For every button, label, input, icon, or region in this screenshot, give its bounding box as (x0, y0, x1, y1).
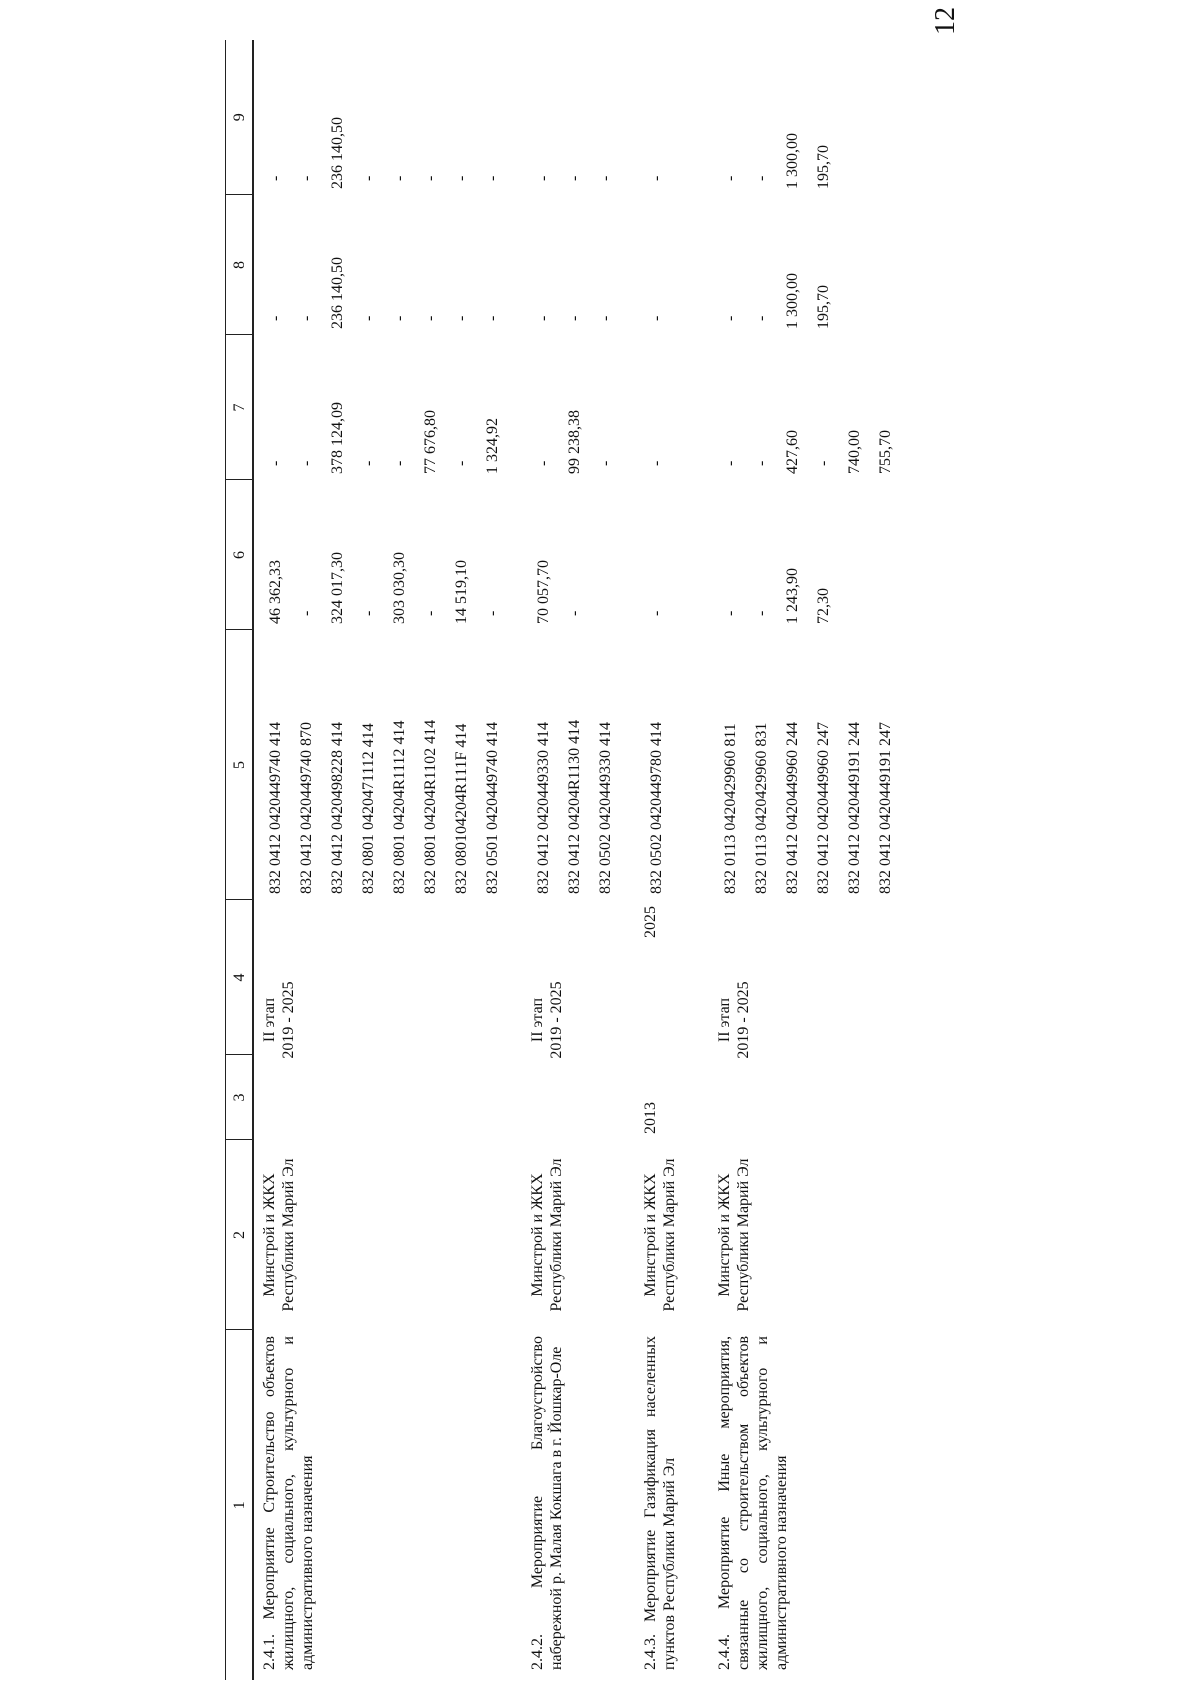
amount-cell: - (815, 460, 832, 466)
code-column (709, 630, 901, 900)
value-column-9 (253, 40, 508, 195)
budget-code: 832 0113 0420429960 831 (753, 722, 770, 894)
code-column (522, 630, 621, 900)
amount-cell: - (391, 175, 408, 181)
period-start: 2013 (642, 1102, 659, 1134)
code-column (253, 630, 508, 900)
column-header: 8 (226, 195, 254, 335)
column-header: 7 (226, 335, 254, 480)
amount-cell: 70 057,70 (535, 560, 552, 624)
code-column (635, 630, 679, 900)
budget-code: 832 0502 0420449330 414 (597, 722, 614, 894)
amount-cell: - (484, 315, 501, 321)
amount-cell: 1 243,90 (784, 568, 801, 624)
period-stage: II этап (261, 997, 278, 1043)
budget-code: 832 0412 0420449191 244 (846, 722, 863, 894)
value-column-8 (635, 195, 679, 335)
amount-cell (590, 486, 621, 624)
value-column-6 (253, 480, 508, 630)
amount-cell: - (298, 610, 315, 616)
amount-cell: - (484, 610, 501, 616)
executor-cell: Минстрой и ЖКХ Республики Марий Эл (529, 1158, 565, 1312)
column-header: 6 (226, 480, 254, 630)
amount-cell: 324 017,30 (329, 552, 346, 624)
budget-code: 832 0412 0420449191 247 (877, 722, 894, 894)
amount-cell: - (535, 175, 552, 181)
amount-cell: 740,00 (846, 430, 863, 474)
budget-code: 832 0501 0420449740 414 (484, 722, 501, 894)
column-header: 4 (226, 900, 254, 1055)
measure-description: 2.4.4. Мероприятие Иные мероприятия, связанные со строительством объектов жилищного, социального, культурного и административного назначения (716, 1336, 790, 1670)
column-header: 5 (226, 630, 254, 900)
amount-cell: - (535, 315, 552, 321)
table-row (709, 40, 901, 1680)
rotated-table-sheet (225, 40, 995, 1680)
page-number: 12 (930, 7, 961, 35)
amount-cell: - (597, 315, 614, 321)
amount-cell: - (267, 315, 284, 321)
value-column-8 (709, 195, 901, 335)
period-stage: II этап (529, 997, 546, 1043)
period-cell (253, 900, 508, 1140)
amount-cell: - (298, 175, 315, 181)
period-years: 2019 - 2025 (735, 981, 752, 1059)
column-header: 3 (226, 1055, 254, 1140)
amount-cell: - (753, 610, 770, 616)
amount-cell (839, 46, 870, 189)
measure-description: 2.4.1. Мероприятие Строительство объектов жилищного, социального, культурного и административного назначения (261, 1336, 316, 1670)
value-column-6 (635, 480, 679, 630)
budget-code: 832 0502 0420449780 414 (648, 722, 665, 894)
amount-cell: - (566, 610, 583, 616)
amount-cell: 236 140,50 (329, 117, 346, 189)
amount-cell: - (566, 175, 583, 181)
column-header: 2 (226, 1140, 254, 1330)
amount-cell: - (722, 315, 739, 321)
amount-cell (839, 486, 870, 624)
column-header: 1 (226, 1330, 254, 1680)
budget-code: 832 0412 0420449740 870 (298, 722, 315, 894)
amount-cell: - (648, 175, 665, 181)
table-row (253, 40, 508, 1680)
budget-code: 832 0412 0420449960 247 (815, 722, 832, 894)
amount-cell: - (648, 460, 665, 466)
amount-cell: - (722, 460, 739, 466)
value-column-8 (522, 195, 621, 335)
amount-cell: - (597, 175, 614, 181)
value-column-7 (253, 335, 508, 480)
amount-cell: 14 519,10 (453, 560, 470, 624)
amount-cell: - (753, 175, 770, 181)
value-column-6 (522, 480, 621, 630)
period-cell (522, 900, 621, 1140)
amount-cell: 427,60 (784, 430, 801, 474)
budget-code: 832 0801 0420471112 414 (360, 723, 377, 894)
amount-cell: - (298, 460, 315, 466)
period-years: 2019 - 2025 (280, 981, 297, 1059)
amount-cell: - (298, 315, 315, 321)
table-row (522, 40, 621, 1680)
amount-cell: 195,70 (815, 145, 832, 189)
budget-code: 832 0412 0420449960 244 (784, 722, 801, 894)
amount-cell: - (597, 460, 614, 466)
measure-description: 2.4.3. Мероприятие Газификация населенных пунктов Республики Марий Эл (642, 1336, 678, 1670)
amount-cell: 755,70 (877, 430, 894, 474)
amount-cell: - (391, 315, 408, 321)
measure-description: 2.4.2. Мероприятие Благоустройство набережной р. Малая Кокшага в г. Йошкар-Оле (529, 1336, 565, 1670)
budget-code: 832 0801 04204R1112 414 (391, 720, 408, 894)
column-number-row (226, 40, 254, 1680)
amount-cell (870, 486, 901, 624)
period-years: 2019 - 2025 (548, 981, 565, 1059)
amount-cell: 99 238,38 (566, 410, 583, 474)
amount-cell: - (422, 610, 439, 616)
amount-cell: - (267, 175, 284, 181)
period-end: 2025 (642, 906, 659, 938)
period-stage: II этап (716, 997, 733, 1043)
value-column-7 (522, 335, 621, 480)
amount-cell: 1 300,00 (784, 273, 801, 329)
amount-cell: - (566, 315, 583, 321)
value-column-9 (709, 40, 901, 195)
value-column-8 (253, 195, 508, 335)
amount-cell: 1 324,92 (484, 418, 501, 474)
column-header: 9 (226, 40, 254, 195)
budget-code: 832 0412 04204R1130 414 (566, 719, 583, 894)
value-column-6 (709, 480, 901, 630)
budget-code: 832 080104204R111F 414 (453, 723, 470, 894)
amount-cell: - (753, 460, 770, 466)
amount-cell: 72,30 (815, 588, 832, 624)
amount-cell (870, 46, 901, 189)
amount-cell: - (360, 175, 377, 181)
amount-cell: 303 030,30 (391, 552, 408, 624)
amount-cell: - (391, 460, 408, 466)
amount-cell: - (484, 175, 501, 181)
amount-cell: - (422, 315, 439, 321)
amount-cell: 77 676,80 (422, 410, 439, 474)
amount-cell: 378 124,09 (329, 402, 346, 474)
amount-cell: - (535, 460, 552, 466)
budget-code: 832 0801 04204R1102 414 (422, 719, 439, 894)
amount-cell: - (722, 610, 739, 616)
period-cell (709, 900, 901, 1140)
amount-cell: 195,70 (815, 285, 832, 329)
value-column-7 (709, 335, 901, 480)
amount-cell: - (722, 175, 739, 181)
amount-cell: - (360, 610, 377, 616)
amount-cell: - (453, 315, 470, 321)
budget-code: 832 0412 0420449740 414 (267, 722, 284, 894)
amount-cell: - (360, 315, 377, 321)
executor-cell: Минстрой и ЖКХ Республики Марий Эл (642, 1158, 678, 1312)
executor-cell: Минстрой и ЖКХ Республики Марий Эл (716, 1158, 752, 1312)
amount-cell: - (422, 175, 439, 181)
value-column-7 (635, 335, 679, 480)
amount-cell: - (360, 460, 377, 466)
amount-cell: - (648, 610, 665, 616)
budget-code: 832 0113 0420429960 811 (722, 723, 739, 894)
amount-cell: 46 362,33 (267, 560, 284, 624)
budget-table (225, 40, 901, 1680)
budget-code: 832 0412 0420449330 414 (535, 722, 552, 894)
amount-cell: - (753, 315, 770, 321)
budget-code: 832 0412 0420498228 414 (329, 722, 346, 894)
executor-cell: Минстрой и ЖКХ Республики Марий Эл (261, 1158, 297, 1312)
amount-cell: 236 140,50 (329, 257, 346, 329)
amount-cell (870, 201, 901, 329)
table-row (635, 40, 679, 1680)
amount-cell: 1 300,00 (784, 133, 801, 189)
amount-cell: - (648, 315, 665, 321)
value-column-9 (522, 40, 621, 195)
value-column-9 (635, 40, 679, 195)
amount-cell: - (267, 460, 284, 466)
amount-cell (839, 201, 870, 329)
amount-cell: - (453, 175, 470, 181)
amount-cell: - (453, 460, 470, 466)
